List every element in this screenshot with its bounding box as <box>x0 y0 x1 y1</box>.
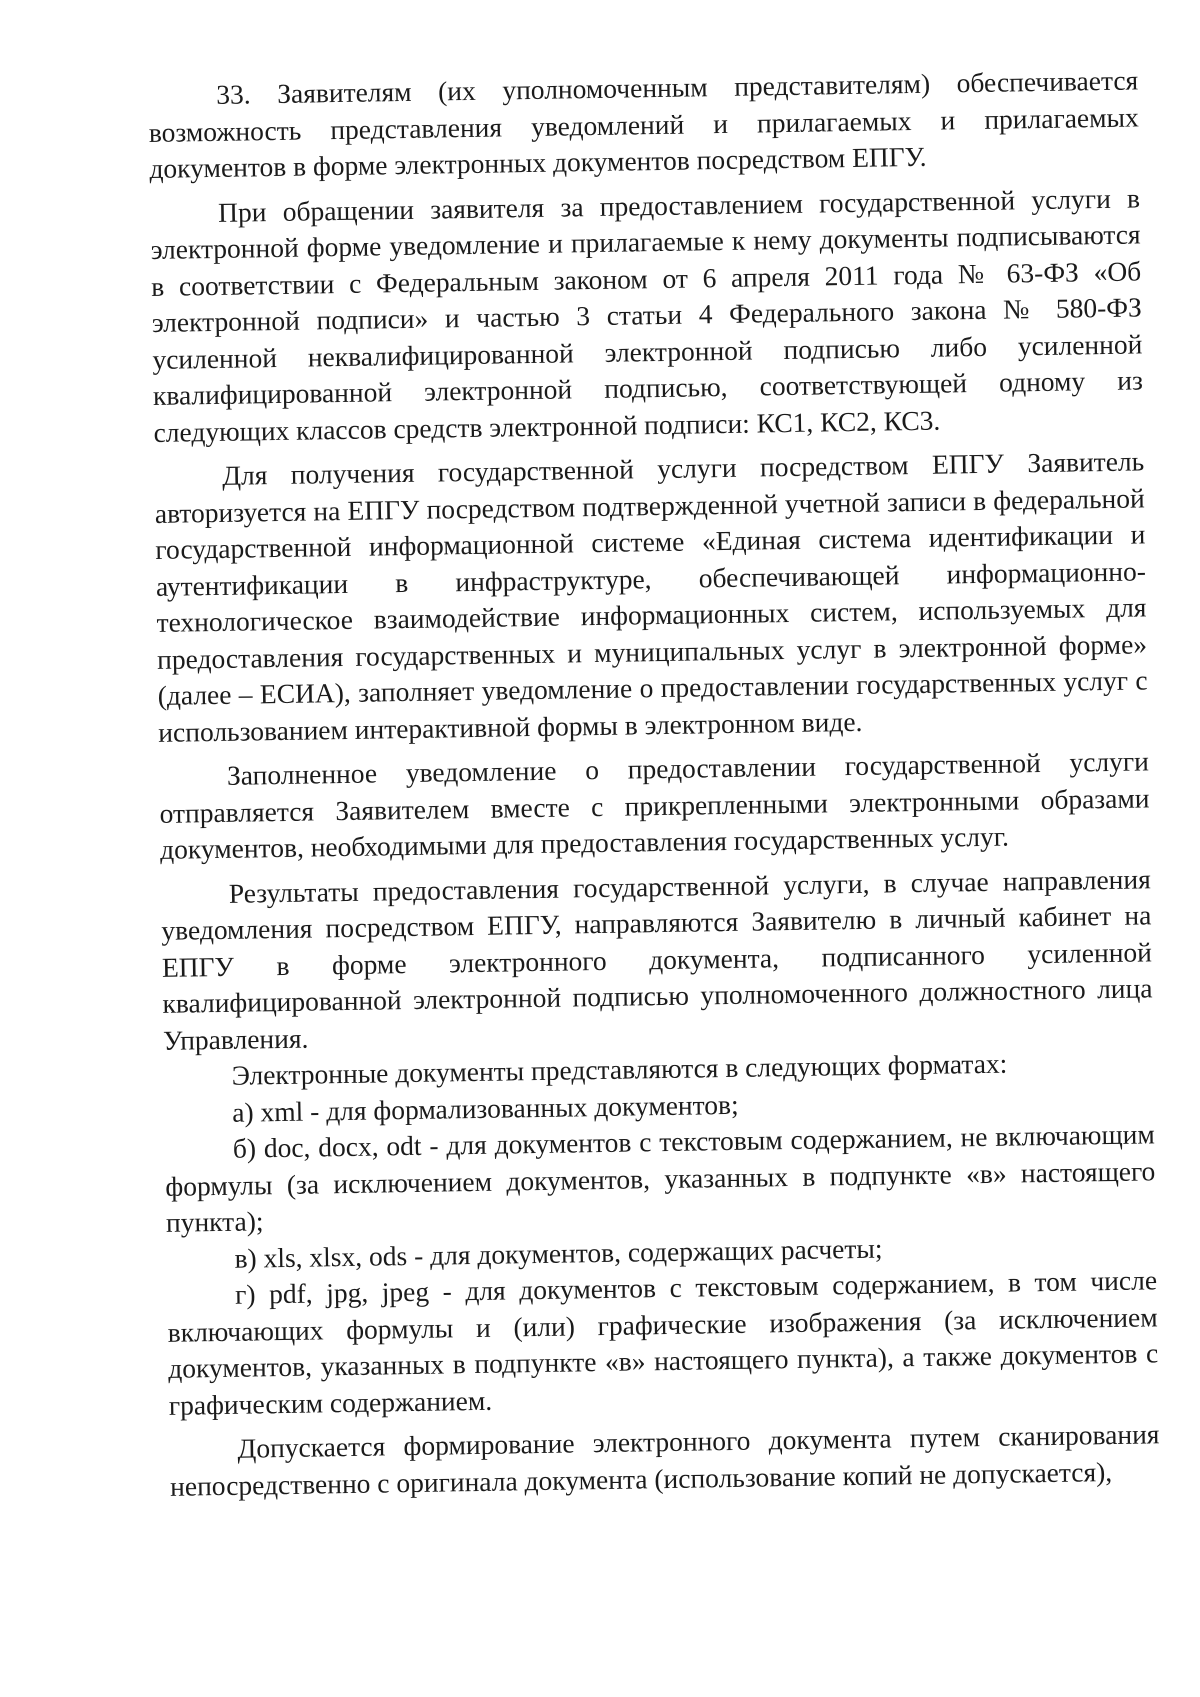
list-item-format-v: в) xls, xlsx, ods - для документов, содержащих расчеты; <box>234 1232 883 1274</box>
list-item-format-g: г) pdf, jpg, jpeg - для документов с текстовым содержанием, в том числе включающих формулы и (или) графические изображения (за исключением документов, указанных в подпункте «в» настоящего пункта), а также документов с графическим содержанием. <box>167 1264 1159 1421</box>
paragraph-signature: При обращении заявителя за предоставлением государственной услуги в электронной форме уведомление и прилагаемые к нему документы подписываются в соответствии с Федеральным законом от 6 апреля 2011 года № 63-ФЗ «Об электронной подписи» и частью 3 статьи 4 Федерального закона № 580-ФЗ усиленной неквалифицированной электронной подписью либо усиленной квалифицированной электронной подписью, соответствующей одному из следующих классов средств электронной подписи: КС1, КС2, КС3. <box>150 181 1144 448</box>
paragraph-33-intro: 33. Заявителям (их уполномоченным представителям) обеспечивается возможность представления уведомлений и прилагаемых и прилагаемых документов в форме электронных документов посредством ЕПГУ. <box>148 64 1139 184</box>
paragraph-esia-authorization: Для получения государственной услуги посредством ЕПГУ Заявитель авторизуется на ЕПГУ посредством подтвержденной учетной записи в федеральной государственной информационной системе «Единая система идентификации и аутентификации в инфраструктуре, обеспечивающей информационно-технологическое взаимодействие информационных систем, используемых для предоставления государственных и муниципальных услуг в электронной форме» (далее – ЕСИА), заполняет уведомление о предоставлении государственных услуг с использованием интерактивной формы в электронном виде. <box>154 445 1148 748</box>
document-body <box>148 62 1160 1504</box>
paragraph-scanning: Допускается формирование электронного документа путем сканирования непосредственно с оригинала документа (использование копий не допускается), <box>169 1418 1160 1502</box>
list-item-format-a: а) xml - для формализованных документов; <box>232 1088 739 1128</box>
paragraph-results: Результаты предоставления государственной услуги, в случае направления уведомления посредством ЕПГУ, направляются Заявителю в личный кабинет на ЕПГУ в форме электронного документа, подписанного усиленной квалифицированной электронной подписью уполномоченного должностного лица Управления. <box>161 862 1153 1056</box>
list-item-format-b: б) doc, docx, odt - для документов с текстовым содержанием, не включающим формулы (за исключением документов, указанных в подпункте «в» настоящего пункта); <box>165 1118 1156 1238</box>
paragraph-submission: Заполненное уведомление о предоставлении государственной услуги отправляется Заявителем вместе с прикрепленными электронными образами документов, необходимыми для предоставления государственных услуг. <box>159 745 1150 865</box>
paragraph-formats-intro: Электронные документы представляются в следующих форматах: <box>231 1047 1008 1091</box>
